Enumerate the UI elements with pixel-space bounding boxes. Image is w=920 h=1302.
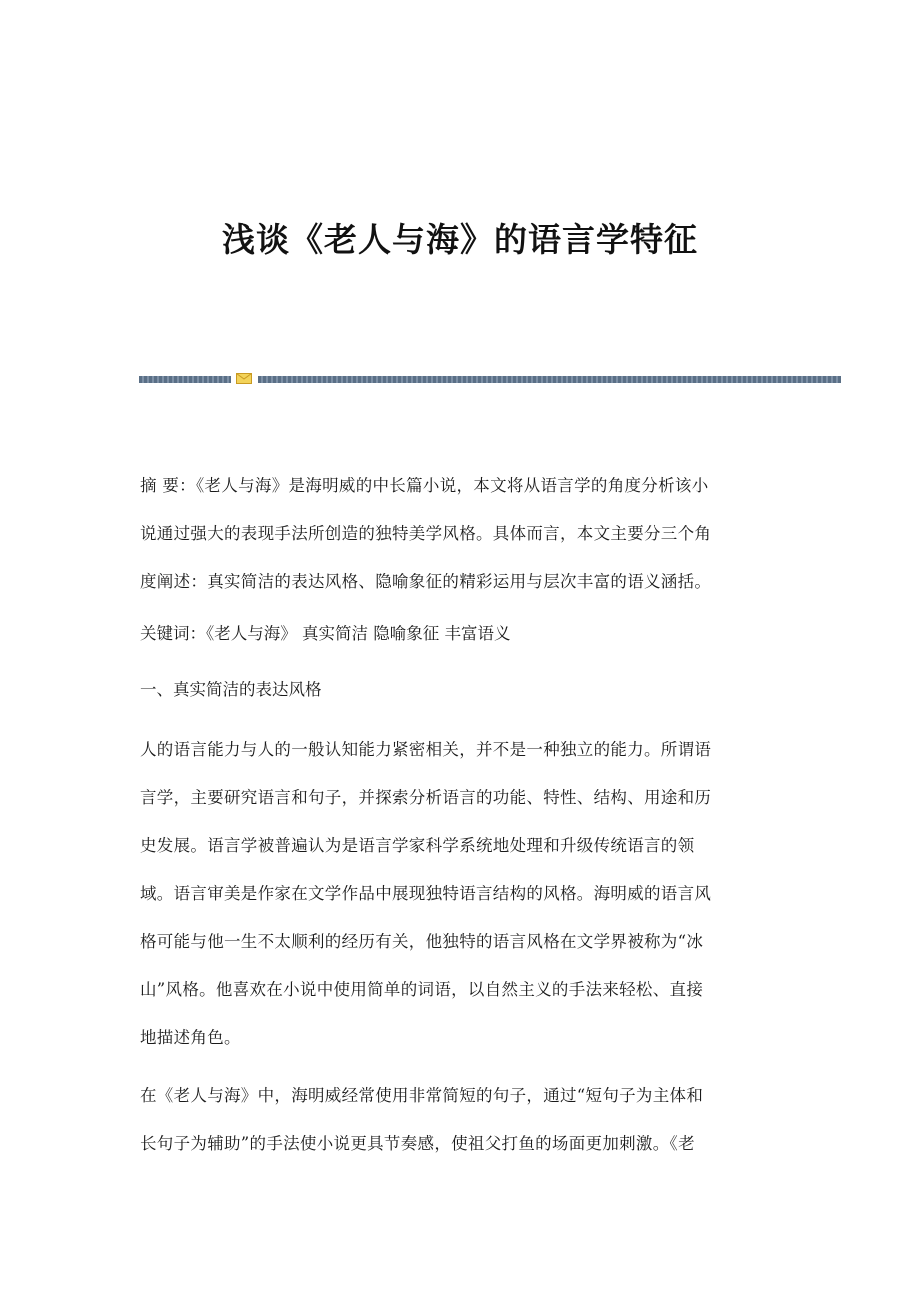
abstract-line: 度阐述：真实简洁的表达风格、隐喻象征的精彩运用与层次丰富的语义涵括。	[140, 572, 712, 591]
body-paragraph-2	[140, 1072, 780, 1168]
paragraph-line: 言学，主要研究语言和句子，并探索分析语言的功能、特性、结构、用途和历	[140, 788, 712, 807]
title-divider	[139, 373, 841, 383]
abstract-line: 摘 要：《老人与海》是海明威的中长篇小说，本文将从语言学的角度分析该小	[140, 476, 709, 495]
paragraph-line: 长句子为辅助”的手法使小说更具节奏感，使祖父打鱼的场面更加刺激。《老	[140, 1134, 695, 1153]
divider-bar-left	[139, 376, 231, 383]
body-paragraph-1	[140, 726, 780, 1062]
page-title: 浅谈《老人与海》的语言学特征	[222, 220, 698, 259]
divider-bar-right	[258, 376, 841, 383]
section-heading: 一、真实简洁的表达风格	[140, 680, 322, 699]
paragraph-line: 史发展。语言学被普遍认为是语言学家科学系统地处理和升级传统语言的领	[140, 836, 695, 855]
paragraph-line: 在《老人与海》中，海明威经常使用非常简短的句子，通过“短句子为主体和	[140, 1086, 704, 1105]
paragraph-line: 地描述角色。	[140, 1028, 241, 1047]
paragraph-line: 人的语言能力与人的一般认知能力紧密相关，并不是一种独立的能力。所谓语	[140, 740, 712, 759]
abstract-line: 说通过强大的表现手法所创造的独特美学风格。具体而言，本文主要分三个角	[140, 524, 712, 543]
keywords: 关键词：《老人与海》 真实简洁 隐喻象征 丰富语义	[140, 624, 511, 643]
envelope-icon	[236, 373, 252, 384]
paragraph-line: 域。语言审美是作家在文学作品中展现独特语言结构的风格。海明威的语言风	[140, 884, 712, 903]
abstract	[140, 462, 780, 606]
paragraph-line: 山”风格。他喜欢在小说中使用简单的词语，以自然主义的手法来轻松、直接	[140, 980, 704, 999]
paragraph-line: 格可能与他一生不太顺利的经历有关，他独特的语言风格在文学界被称为“冰	[140, 932, 704, 951]
